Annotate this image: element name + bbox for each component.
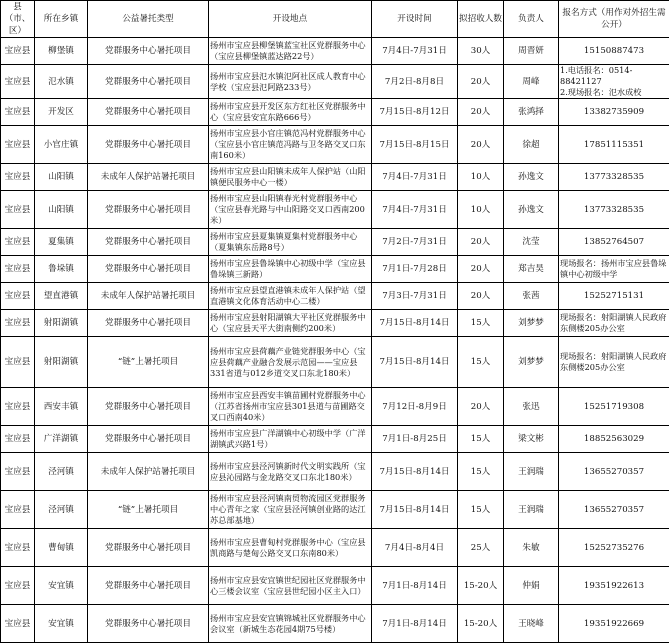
dates-cell: 7月1日-8月14日 — [372, 605, 458, 643]
enrollment-cell: 15人 — [458, 491, 504, 529]
town-cell: 柳堡镇 — [35, 38, 88, 65]
type-cell: “链”上暑托项目 — [88, 337, 209, 388]
table-row — [1, 310, 669, 337]
location-cell: 扬州市宝应县广洋湖镇中心初级中学（广洋湖镇武兴路1号） — [209, 426, 372, 453]
town-cell: 山阳镇 — [35, 164, 88, 191]
location-cell: 扬州市宝应县曹甸村党群服务中心（宝应县凯商路与楚甸公路交叉口东南80米） — [209, 529, 372, 567]
county-cell: 宝应县 — [1, 164, 35, 191]
dates-cell: 7月2日-8月8日 — [372, 65, 458, 99]
location-cell: 扬州市宝应县安宜镇锦城社区党群服务中心会议室（新城生态花园4期75号楼） — [209, 605, 372, 643]
person-cell: 孙逸文 — [504, 164, 559, 191]
dates-cell: 7月4日-7月31日 — [372, 38, 458, 65]
person-cell: 刘梦梦 — [504, 310, 559, 337]
dates-cell: 7月4日-8月4日 — [372, 529, 458, 567]
dates-cell: 7月1日-7月28日 — [372, 256, 458, 283]
enrollment-cell: 20人 — [458, 126, 504, 164]
registration-cell: 18852563029 — [559, 426, 669, 453]
town-cell: 氾水镇 — [35, 65, 88, 99]
header-town: 所在乡镇 — [35, 1, 88, 38]
location-cell: 扬州市宝应县开发区东方红社区党群服务中心（宝应县安宜东路666号） — [209, 99, 372, 126]
type-cell: 党群服务中心暑托项目 — [88, 191, 209, 229]
enrollment-cell: 10人 — [458, 164, 504, 191]
table-row — [1, 388, 669, 426]
registration-cell: 现场报名：扬州市宝应县鲁垛镇中心初级中学 — [559, 256, 669, 283]
type-cell: 党群服务中心暑托项目 — [88, 426, 209, 453]
location-cell: 扬州市宝应县山阳镇未成年人保护站（山阳镇便民服务中心一楼） — [209, 164, 372, 191]
person-cell: 张茜 — [504, 283, 559, 310]
registration-cell: 1.电话报名：0514-88421127 2.现场报名：氾水成校 — [559, 65, 669, 99]
county-cell: 宝应县 — [1, 256, 35, 283]
registration-cell: 19351922669 — [559, 605, 669, 643]
enrollment-cell: 20人 — [458, 256, 504, 283]
type-cell: 未成年人保护站暑托项目 — [88, 164, 209, 191]
dates-cell: 7月3日-7月31日 — [372, 283, 458, 310]
registration-cell: 13655270357 — [559, 453, 669, 491]
dates-cell: 7月2日-7月31日 — [372, 229, 458, 256]
registration-cell: 13852764507 — [559, 229, 669, 256]
location-cell: 扬州市宝应县氾水镇氾阿社区成人教育中心学校（宝应县氾阿路233号） — [209, 65, 372, 99]
enrollment-cell: 20人 — [458, 99, 504, 126]
registration-cell: 现场报名：射阳湖镇人民政府东侧楼205办公室 — [559, 310, 669, 337]
type-cell: 党群服务中心暑托项目 — [88, 256, 209, 283]
person-cell: 周峰 — [504, 65, 559, 99]
type-cell: 党群服务中心暑托项目 — [88, 605, 209, 643]
table-row — [1, 453, 669, 491]
enrollment-cell: 10人 — [458, 191, 504, 229]
registration-cell: 现场报名：射阳湖镇人民政府东侧楼205办公室 — [559, 337, 669, 388]
town-cell: 鲁垛镇 — [35, 256, 88, 283]
location-cell: 扬州市宝应县射阳湖镇大平社区党群服务中心（宝应县天平大街南侧约200米） — [209, 310, 372, 337]
town-cell: 安宜镇 — [35, 567, 88, 605]
county-cell: 宝应县 — [1, 65, 35, 99]
location-cell: 扬州市宝应县柳堡镇蓝宝社区党群服务中心（宝应县柳堡镇蓝达路22号） — [209, 38, 372, 65]
person-cell: 徐超 — [504, 126, 559, 164]
type-cell: 党群服务中心暑托项目 — [88, 310, 209, 337]
table-row — [1, 337, 669, 388]
location-cell: 扬州市宝应县西安丰镇苗圃村党群服务中心（江苏省扬州市宝应县301县道与苗圃路交叉口西南40米） — [209, 388, 372, 426]
town-cell: 开发区 — [35, 99, 88, 126]
town-cell: 射阳湖镇 — [35, 337, 88, 388]
location-cell: 扬州市宝应县夏集镇夏集村党群服务中心（夏集镇东岳路8号） — [209, 229, 372, 256]
type-cell: 未成年人保护站暑托项目 — [88, 453, 209, 491]
county-cell: 宝应县 — [1, 229, 35, 256]
type-cell: 未成年人保护站暑托项目 — [88, 283, 209, 310]
table-row — [1, 567, 669, 605]
enrollment-cell: 15人 — [458, 310, 504, 337]
location-cell: 扬州市宝应县荷藕产业链党群服务中心（宝应县荷藕产业融合发展示范园——宝应县331省道与012乡道交叉口东北180米） — [209, 337, 372, 388]
type-cell: 党群服务中心暑托项目 — [88, 229, 209, 256]
enrollment-cell: 25人 — [458, 529, 504, 567]
registration-cell: 13655270357 — [559, 491, 669, 529]
enrollment-cell: 30人 — [458, 38, 504, 65]
type-cell: 党群服务中心暑托项目 — [88, 388, 209, 426]
person-cell: 王润瑞 — [504, 453, 559, 491]
county-cell: 宝应县 — [1, 491, 35, 529]
table-row — [1, 491, 669, 529]
table-row — [1, 38, 669, 65]
location-cell: 扬州市宝应县小官庄镇范冯村党群服务中心（宝应县小官庄镇范冯路与卫冬路交叉口东南160米） — [209, 126, 372, 164]
person-cell: 周晋妍 — [504, 38, 559, 65]
type-cell: 党群服务中心暑托项目 — [88, 567, 209, 605]
enrollment-cell: 20人 — [458, 229, 504, 256]
dates-cell: 7月15日-8月12日 — [372, 99, 458, 126]
table-row — [1, 99, 669, 126]
person-cell: 张迅 — [504, 388, 559, 426]
town-cell: 小官庄镇 — [35, 126, 88, 164]
dates-cell: 7月1日-8月14日 — [372, 567, 458, 605]
enrollment-cell: 15-20人 — [458, 567, 504, 605]
dates-cell: 7月15日-8月14日 — [372, 453, 458, 491]
person-cell: 仲娟 — [504, 567, 559, 605]
header-type: 公益暑托类型 — [88, 1, 209, 38]
dates-cell: 7月1日-8月25日 — [372, 426, 458, 453]
enrollment-cell: 15人 — [458, 337, 504, 388]
county-cell: 宝应县 — [1, 38, 35, 65]
table-row — [1, 65, 669, 99]
person-cell: 沈莹 — [504, 229, 559, 256]
table-row — [1, 191, 669, 229]
county-cell: 宝应县 — [1, 453, 35, 491]
county-cell: 宝应县 — [1, 567, 35, 605]
county-cell: 宝应县 — [1, 99, 35, 126]
type-cell: 党群服务中心暑托项目 — [88, 529, 209, 567]
person-cell: 郑吉昊 — [504, 256, 559, 283]
type-cell: 党群服务中心暑托项目 — [88, 65, 209, 99]
type-cell: 党群服务中心暑托项目 — [88, 38, 209, 65]
registration-cell: 19351922613 — [559, 567, 669, 605]
header-dates: 开设时间 — [372, 1, 458, 38]
table-row — [1, 605, 669, 643]
registration-cell: 17851115351 — [559, 126, 669, 164]
town-cell: 西安丰镇 — [35, 388, 88, 426]
dates-cell: 7月4日-7月31日 — [372, 191, 458, 229]
dates-cell: 7月12日-8月9日 — [372, 388, 458, 426]
town-cell: 泾河镇 — [35, 453, 88, 491]
town-cell: 安宜镇 — [35, 605, 88, 643]
person-cell: 孙逸文 — [504, 191, 559, 229]
enrollment-cell: 20人 — [458, 388, 504, 426]
person-cell: 王润瑞 — [504, 491, 559, 529]
table-row — [1, 164, 669, 191]
town-cell: 射阳湖镇 — [35, 310, 88, 337]
enrollment-cell: 15-20人 — [458, 605, 504, 643]
town-cell: 泾河镇 — [35, 491, 88, 529]
enrollment-cell: 20人 — [458, 65, 504, 99]
enrollment-cell: 15人 — [458, 453, 504, 491]
dates-cell: 7月15日-8月15日 — [372, 126, 458, 164]
location-cell: 扬州市宝应县鲁垛镇中心初级中学（宝应县鲁垛镇三新路） — [209, 256, 372, 283]
header-enrollment: 拟招收人数 — [458, 1, 504, 38]
county-cell: 宝应县 — [1, 337, 35, 388]
location-cell: 扬州市宝应县安宜镇世纪园社区党群服务中心三楼会议室（宝应县世纪园小区主入口） — [209, 567, 372, 605]
location-cell: 扬州市宝应县泾河镇南贸物流园区党群服务中心青年之家（宝应县泾河镇创业路的达江苏总部基地） — [209, 491, 372, 529]
registration-cell: 15251719308 — [559, 388, 669, 426]
dates-cell: 7月15日-8月14日 — [372, 310, 458, 337]
table-header-row — [1, 1, 669, 38]
town-cell: 山阳镇 — [35, 191, 88, 229]
county-cell: 宝应县 — [1, 529, 35, 567]
table-row — [1, 126, 669, 164]
person-cell: 梁文彬 — [504, 426, 559, 453]
person-cell: 刘梦梦 — [504, 337, 559, 388]
county-cell: 宝应县 — [1, 388, 35, 426]
county-cell: 宝应县 — [1, 191, 35, 229]
county-cell: 宝应县 — [1, 310, 35, 337]
person-cell: 张鸿择 — [504, 99, 559, 126]
table-row — [1, 229, 669, 256]
town-cell: 夏集镇 — [35, 229, 88, 256]
registration-cell: 13773328535 — [559, 191, 669, 229]
enrollment-cell: 15人 — [458, 426, 504, 453]
dates-cell: 7月15日-8月14日 — [372, 337, 458, 388]
type-cell: 党群服务中心暑托项目 — [88, 99, 209, 126]
dates-cell: 7月4日-7月31日 — [372, 164, 458, 191]
registration-cell: 15252715131 — [559, 283, 669, 310]
person-cell: 王晓峰 — [504, 605, 559, 643]
header-county: 县（市、区） — [1, 1, 35, 38]
registration-cell: 13773328535 — [559, 164, 669, 191]
enrollment-cell: 20人 — [458, 283, 504, 310]
county-cell: 宝应县 — [1, 126, 35, 164]
table-row — [1, 529, 669, 567]
type-cell: 党群服务中心暑托项目 — [88, 126, 209, 164]
header-location: 开设地点 — [209, 1, 372, 38]
location-cell: 扬州市宝应县泾河镇新时代文明实践所（宝应县沁园路与金龙路交叉口东北180米） — [209, 453, 372, 491]
registration-cell: 15150887473 — [559, 38, 669, 65]
type-cell: “链”上暑托项目 — [88, 491, 209, 529]
county-cell: 宝应县 — [1, 283, 35, 310]
location-cell: 扬州市宝应县山阳镇春光村党群服务中心（宝应县春光路与中山阳路交叉口西南200米） — [209, 191, 372, 229]
header-person-in-charge: 负责人 — [504, 1, 559, 38]
location-cell: 扬州市宝应县望直港镇未成年人保护站（望直港镇文化体育活动中心二楼） — [209, 283, 372, 310]
table-row — [1, 426, 669, 453]
county-cell: 宝应县 — [1, 426, 35, 453]
dates-cell: 7月15日-8月14日 — [372, 491, 458, 529]
town-cell: 望直港镇 — [35, 283, 88, 310]
person-cell: 朱敏 — [504, 529, 559, 567]
town-cell: 广洋湖镇 — [35, 426, 88, 453]
registration-cell: 13382735909 — [559, 99, 669, 126]
registration-cell: 15252735276 — [559, 529, 669, 567]
county-cell: 宝应县 — [1, 605, 35, 643]
header-registration: 报名方式（用作对外招生需公开） — [559, 1, 669, 38]
table-row — [1, 283, 669, 310]
table-row — [1, 256, 669, 283]
town-cell: 曹甸镇 — [35, 529, 88, 567]
